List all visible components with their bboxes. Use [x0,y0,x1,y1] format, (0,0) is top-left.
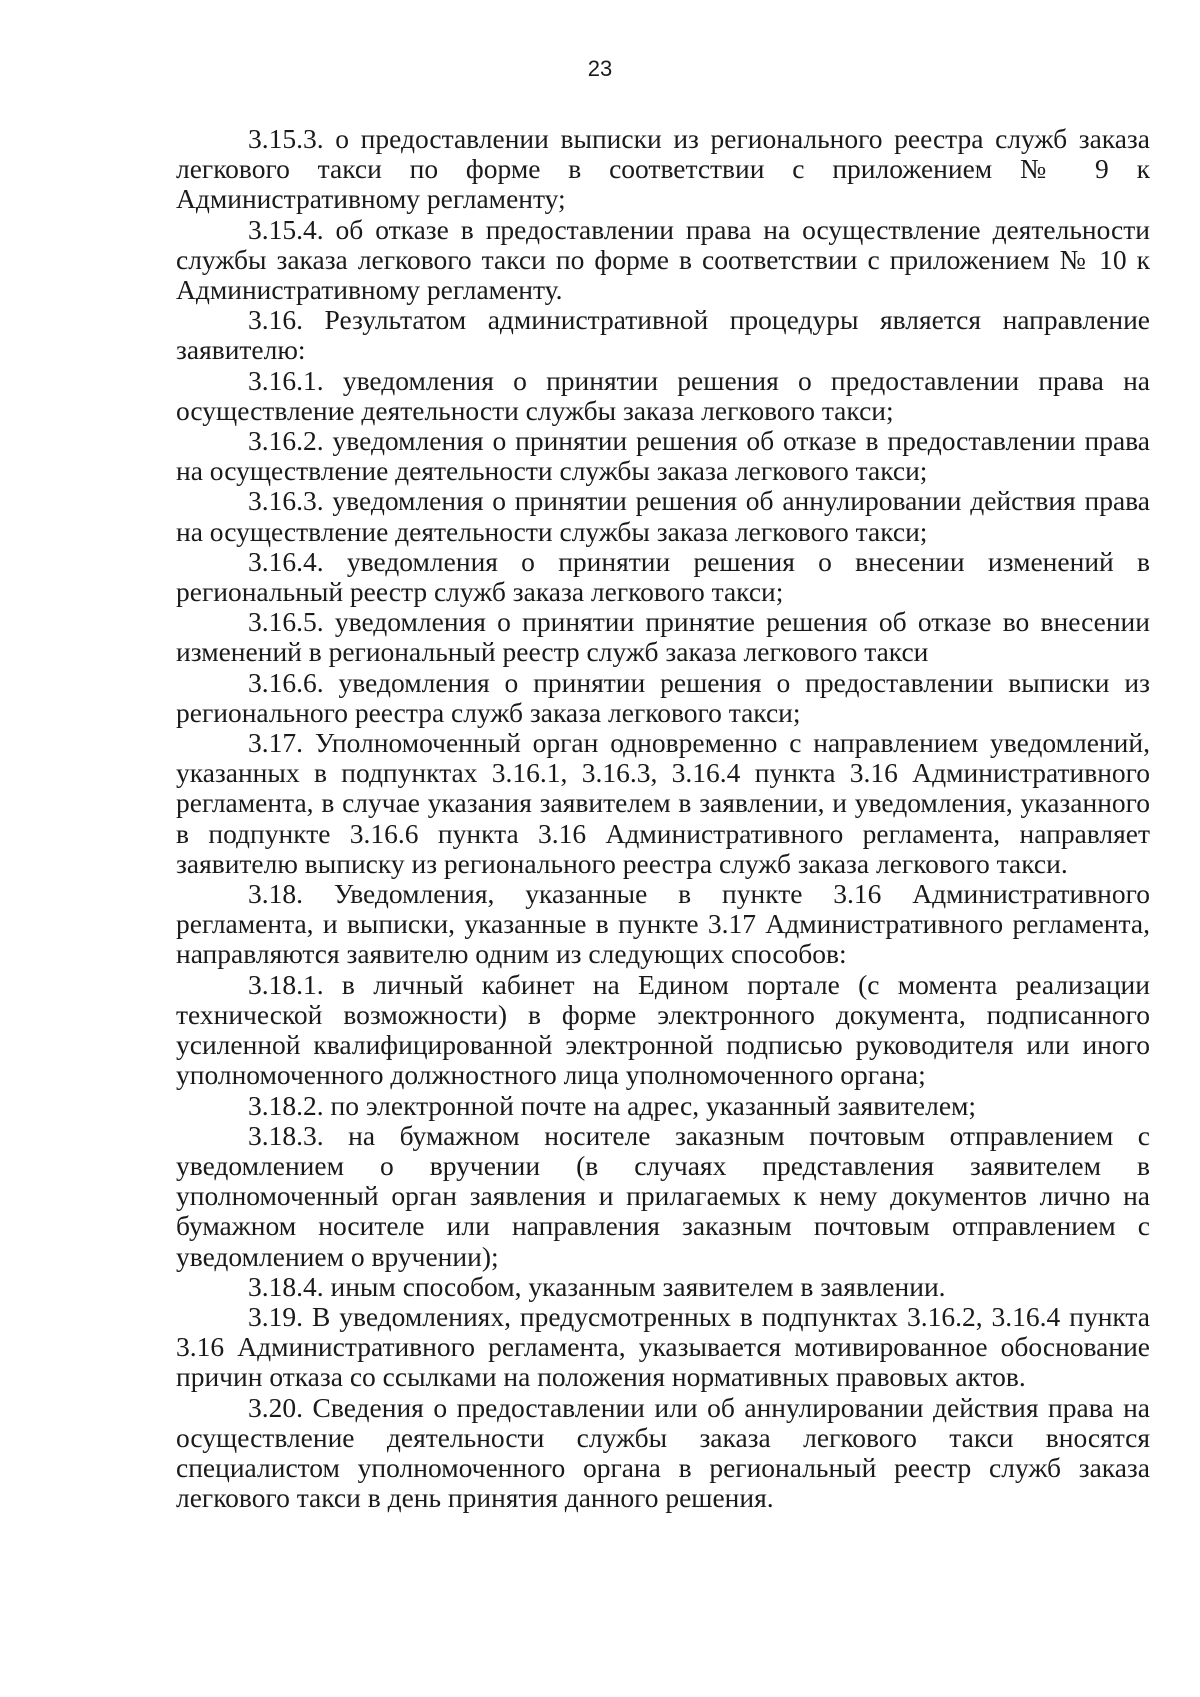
paragraph-3-15-3: 3.15.3. о предоставлении выписки из регионального реестра служб заказа легкового такси по форме в соответствии с приложением № 9 к Административному регламенту; [176,123,1150,215]
paragraph-3-18: 3.18. Уведомления, указанные в пункте 3.16 Административного регламента, и выписки, указанные в пункте 3.17 Административного регламента, направляются заявителю одним из следующих способов: [176,878,1150,970]
paragraph-3-17: 3.17. Уполномоченный орган одновременно с направлением уведомлений, указанных в подпунктах 3.16.1, 3.16.3, 3.16.4 пункта 3.16 Административного регламента, в случае указания заявителем в заявлении, и уведомления, указанного в подпункте 3.16.6 пункта 3.16 Административного регламента, направляет заявителю выписку из регионального реестра служб заказа легкового такси. [176,727,1150,879]
paragraph-3-16-5: 3.16.5. уведомления о принятии принятие решения об отказе во внесении изменений в региональный реестр служб заказа легкового такси [176,606,1150,668]
paragraph-3-16: 3.16. Результатом административной процедуры является направление заявителю: [176,304,1150,366]
paragraph-3-16-3: 3.16.3. уведомления о принятии решения об аннулировании действия права на осуществление деятельности службы заказа легкового такси; [176,485,1150,547]
paragraph-3-18-4: 3.18.4. иным способом, указанным заявителем в заявлении. [248,1270,946,1302]
paragraph-3-16-4: 3.16.4. уведомления о принятии решения о внесении изменений в региональный реестр служб заказа легкового такси; [176,545,1150,608]
paragraph-3-18-3: 3.18.3. на бумажном носителе заказным почтовым отправлением с уведомлением о вручении (в случаях представления заявителем в уполномоченный орган заявления и прилагаемых к нему документов лично на бумажном носителе или направления заказным почтовым отправлением с уведомлением о вручении); [176,1119,1150,1272]
paragraph-3-18-1: 3.18.1. в личный кабинет на Едином портале (с момента реализации технической возможности) в форме электронного документа, подписанного усиленной квалифицированной электронной подписью руководителя или иного уполномоченного должностного лица уполномоченного органа; [176,968,1150,1091]
paragraph-3-16-2: 3.16.2. уведомления о принятии решения об отказе в предоставлении права на осуществление деятельности службы заказа легкового такси; [176,425,1150,487]
paragraph-3-18-2: 3.18.2. по электронной почте на адрес, указанный заявителем; [248,1089,977,1121]
paragraph-3-19: 3.19. В уведомлениях, предусмотренных в подпунктах 3.16.2, 3.16.4 пункта 3.16 Административного регламента, указывается мотивированное обоснование причин отказа со ссылками на положения нормативных правовых актов. [176,1300,1150,1393]
paragraph-3-16-6: 3.16.6. уведомления о принятии решения о предоставлении выписки из регионального реестра служб заказа легкового такси; [176,666,1150,728]
page-number: 23 [587,56,613,81]
paragraph-3-16-1: 3.16.1. уведомления о принятии решения о предоставлении права на осуществление деятельности службы заказа легкового такси; [176,364,1150,426]
paragraph-3-20: 3.20. Сведения о предоставлении или об аннулировании действия права на осуществление деятельности службы заказа легкового такси вносятся специалистом уполномоченного органа в региональный реестр служб заказа легкового такси в день принятия данного решения. [176,1391,1150,1514]
paragraph-3-15-4: 3.15.4. об отказе в предоставлении права на осуществление деятельности службы заказа легкового такси по форме в соответствии с приложением № 10 к Административному регламенту. [176,213,1150,306]
document-body [176,124,1150,1513]
